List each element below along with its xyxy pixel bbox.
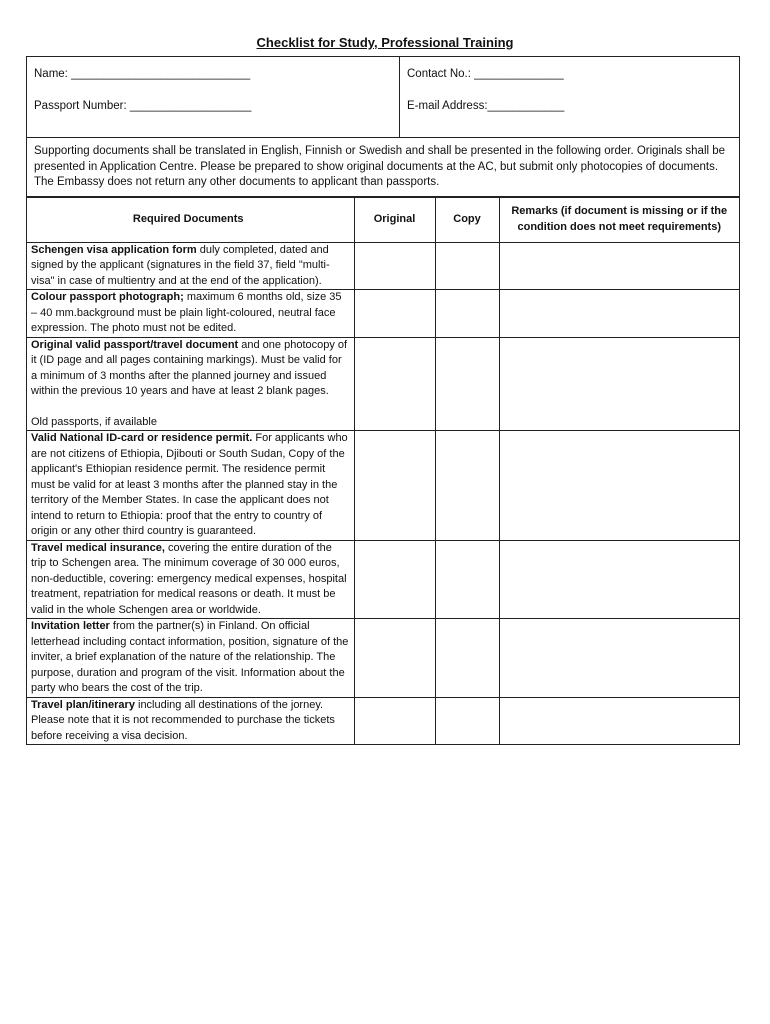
table-row	[27, 242, 739, 290]
document-title: Valid National ID-card or residence permit.	[31, 432, 253, 444]
remarks-cell[interactable]	[499, 619, 739, 698]
copy-checkbox-cell[interactable]	[435, 431, 499, 541]
applicant-info-left	[27, 57, 400, 137]
table-row	[27, 337, 739, 431]
document-description: maximum 6 months old, size 35 – 40 mm.background must be plain light-coloured, neutral face expression. The photo must not be edited.	[31, 291, 342, 334]
document-title: Original valid passport/travel document	[31, 338, 239, 351]
remarks-cell[interactable]	[499, 290, 739, 338]
instructions-notice: Supporting documents shall be translated in English, Finnish or Swedish and shall be presented in the following order. Originals shall be presented in Application Centre. Please be prepared to show original documents at the AC, but submit only photocopies of documents. The Embassy does not return any other documents to applicant than passports.	[27, 138, 739, 197]
table-row	[27, 619, 739, 698]
table-row	[27, 431, 739, 541]
original-checkbox-cell[interactable]	[354, 337, 435, 431]
original-checkbox-cell[interactable]	[354, 619, 435, 698]
remarks-cell[interactable]	[499, 242, 739, 290]
document-title: Colour passport photograph;	[31, 291, 184, 303]
header-copy: Copy	[435, 197, 499, 242]
name-field[interactable]: Name: ____________________________	[34, 68, 251, 80]
document-description: and one photocopy of it (ID page and all pages containing markings). Must be valid for a minimum of 3 months after the planned journey and issued within the previous 10 years and have at least 2 blank pages.	[31, 338, 348, 397]
required-document-cell	[27, 619, 354, 698]
applicant-info-right	[400, 57, 739, 137]
required-document-cell	[27, 431, 354, 541]
document-title: Travel medical insurance,	[31, 541, 165, 554]
checklist-form	[26, 56, 740, 745]
copy-checkbox-cell[interactable]	[435, 619, 499, 698]
copy-checkbox-cell[interactable]	[435, 540, 499, 619]
document-description: For applicants who are not citizens of Ethiopia, Djibouti or South Sudan, Copy of the applicant's Ethiopian residence permit. The residence permit must be valid for at least 3 months after the planned stay in the territory of the Member States. In case the applicant does not intend to return to Ethiopia: proof that the entry to country of origin or any other third country is guaranteed.	[31, 432, 348, 537]
remarks-cell[interactable]	[499, 431, 739, 541]
required-document-cell	[27, 242, 354, 290]
document-description: including all destinations of the jorney. Please note that it is not recommended to purchase the tickets before receiving a visa decision.	[31, 698, 335, 742]
original-checkbox-cell[interactable]	[354, 242, 435, 290]
table-header-row	[27, 197, 739, 242]
required-document-cell	[27, 290, 354, 338]
required-document-cell	[27, 337, 354, 431]
document-title: Schengen visa application form	[31, 243, 197, 256]
document-title: Travel plan/itinerary	[31, 698, 135, 711]
original-checkbox-cell[interactable]	[354, 540, 435, 619]
page-title: Checklist for Study, Professional Training	[256, 35, 514, 50]
original-checkbox-cell[interactable]	[354, 431, 435, 541]
header-original: Original	[354, 197, 435, 242]
document-title: Invitation letter	[31, 620, 110, 632]
passport-number-field[interactable]: Passport Number: ___________________	[34, 100, 252, 112]
header-required-documents: Required Documents	[27, 197, 354, 242]
header-remarks: Remarks (if document is missing or if the condition does not meet requirements)	[499, 197, 739, 242]
original-checkbox-cell[interactable]	[354, 697, 435, 744]
applicant-info	[27, 57, 739, 138]
copy-checkbox-cell[interactable]	[435, 242, 499, 290]
remarks-cell[interactable]	[499, 337, 739, 431]
document-description: from the partner(s) in Finland. On official letterhead including contact information, position, signature of the inviter, a brief explanation of the nature of the relationship. The purpose, duration and program of the visit. Information about the party who bears the cost of the trip.	[31, 620, 349, 694]
document-description: covering the entire duration of the trip to Schengen area. The minimum coverage of 30 000 euros, non-deductible, covering: emergency medical expenses, hospital treatment, repatriation for medical reasons or death. It must be valid in the whole Schengen area or worldwide.	[31, 541, 347, 616]
contact-number-field[interactable]: Contact No.: ______________	[407, 68, 564, 80]
document-extra-note: Old passports, if available	[31, 415, 157, 428]
original-checkbox-cell[interactable]	[354, 290, 435, 338]
copy-checkbox-cell[interactable]	[435, 337, 499, 431]
required-document-cell	[27, 540, 354, 619]
copy-checkbox-cell[interactable]	[435, 290, 499, 338]
table-row	[27, 290, 739, 338]
email-field[interactable]: E-mail Address:____________	[407, 100, 565, 112]
remarks-cell[interactable]	[499, 697, 739, 744]
copy-checkbox-cell[interactable]	[435, 697, 499, 744]
documents-table	[27, 197, 739, 745]
remarks-cell[interactable]	[499, 540, 739, 619]
document-description: duly completed, dated and signed by the applicant (signatures in the field 37, field "multi-visa" in case of multientry and at the end of the application).	[31, 243, 330, 287]
table-row	[27, 697, 739, 744]
table-row	[27, 540, 739, 619]
required-document-cell	[27, 697, 354, 744]
